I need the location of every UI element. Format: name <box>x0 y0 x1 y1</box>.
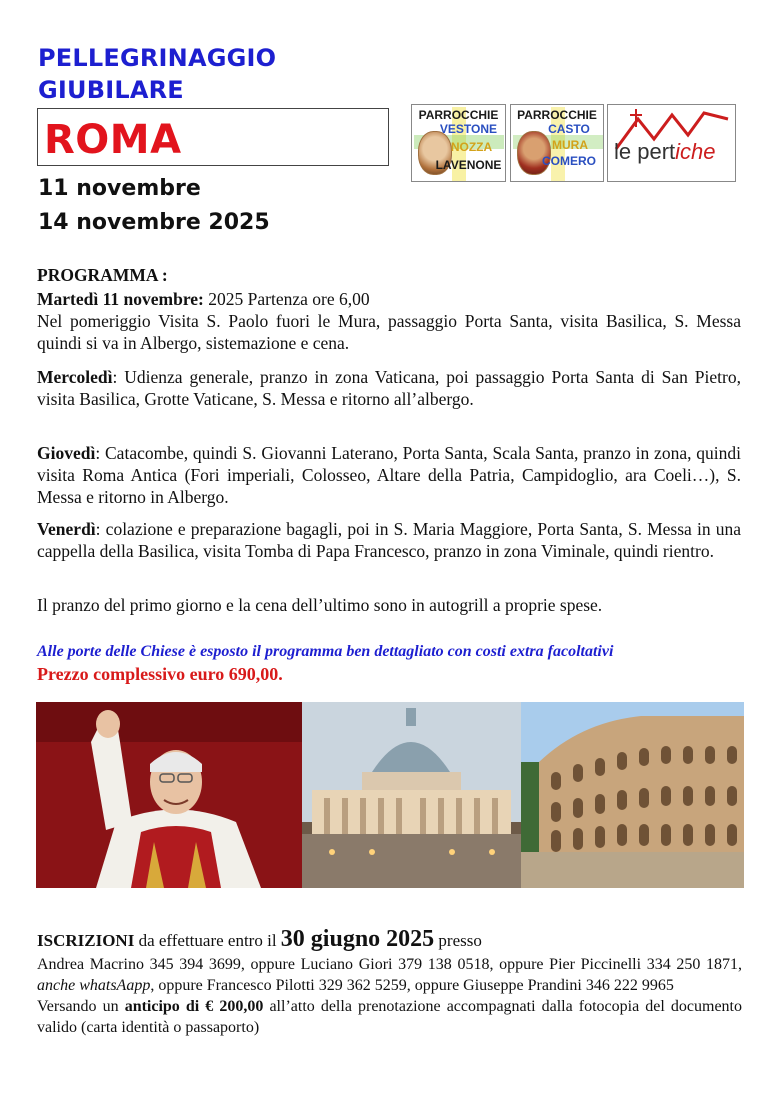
deposit-amount: anticipo di € 200,00 <box>124 998 264 1015</box>
city-box <box>37 108 389 166</box>
registration-contacts <box>37 954 742 1038</box>
logo2-line4: COMERO <box>542 154 596 168</box>
parish-logo-casto <box>510 104 604 182</box>
registration-label: ISCRIZIONI <box>37 931 135 950</box>
tuesday-departure: 2025 Partenza ore 6,00 <box>203 289 370 309</box>
deposit-part-b: all’atto della prenotazione accompagnati dalla fotocopia del documento valido (carta identità o passaporto) <box>37 998 742 1036</box>
price-line: Prezzo complessivo euro 690,00. <box>37 664 283 684</box>
registration-text2: presso <box>434 931 482 950</box>
deposit-paragraph <box>37 996 742 1038</box>
programme-thursday <box>37 442 741 508</box>
title-line-1: PELLEGRINAGGIO <box>38 44 277 72</box>
thursday-details: : Catacombe, quindi S. Giovanni Laterano, Porta Santa, Scala Santa, pranzo in zona, quindi visita Roma Antica (Fori imperiali, Colosseo, Altare della Patria, Campidoglio, ara Coeli…), S. Messa e ritorno in Albergo. <box>37 443 741 507</box>
logo1-line1: PARROCCHIE <box>418 108 499 122</box>
programme-tuesday <box>37 288 741 354</box>
contacts-part-b: , oppure Francesco Pilotti 329 362 5259, oppure Giuseppe Prandini 346 222 9965 <box>150 977 674 994</box>
colosseum-photo <box>521 702 744 888</box>
thursday-label: Giovedì <box>37 443 96 463</box>
programme-friday <box>37 518 741 562</box>
st-peters-basilica-photo <box>302 702 521 888</box>
le-pertiche-wordmark <box>614 139 716 165</box>
friday-details: : colazione e preparazione bagagli, poi in S. Maria Maggiore, Porta Santa, S. Messa in una cappella della Basilica, visita Tomba di Papa Francesco, pranzo in zona Viminale, quindi rientro. <box>37 519 741 561</box>
pope-photo <box>36 702 302 888</box>
tuesday-line <box>37 288 741 310</box>
logo3-text-b: iche <box>675 139 716 164</box>
title-line-2: GIUBILARE <box>38 76 184 104</box>
meals-note: Il pranzo del primo giorno e la cena dell’ultimo sono in autogrill a proprie spese. <box>37 595 603 615</box>
registration-text1: da effettuare entro il <box>134 931 281 950</box>
programme-wednesday <box>37 366 741 410</box>
programme-heading: PROGRAMMA : <box>37 265 168 285</box>
logo2-line3: MURA <box>552 138 588 152</box>
info-line: Alle porte delle Chiese è esposto il programma ben dettagliato con costi extra facoltativi <box>37 643 614 660</box>
logo1-line3: NOZZA <box>450 140 493 154</box>
deposit-part-a: Versando un <box>37 998 125 1015</box>
christ-portrait-icon <box>517 131 551 175</box>
basilica-illustration <box>302 702 521 888</box>
colosseum-illustration <box>521 702 744 888</box>
registration-deadline: 30 giugno 2025 <box>280 926 435 952</box>
wednesday-details: : Udienza generale, pranzo in zona Vaticana, poi passaggio Porta Santa di San Pietro, visita Basilica, Grotte Vaticane, S. Messa e ritorno all’albergo. <box>37 367 741 409</box>
logo3-text-a: le pert <box>614 139 676 164</box>
contacts-part-a: Andrea Macrino 345 394 3699, oppure Luciano Giori 379 138 0518, oppure Pier Piccinelli 334 250 1871, <box>37 956 742 973</box>
date-start: 11 novembre <box>38 176 201 201</box>
wednesday-label: Mercoledì <box>37 367 113 387</box>
contacts-whatsapp-note: anche whatsAapp <box>37 977 151 994</box>
registration-heading <box>37 926 482 953</box>
logo2-line2: CASTO <box>548 122 590 136</box>
date-end: 14 novembre 2025 <box>38 210 270 235</box>
tuesday-details: Nel pomeriggio Visita S. Paolo fuori le Mura, passaggio Porta Santa, visita Basilica, S. Messa quindi si va in Albergo, sistemazione e cena. <box>37 311 741 353</box>
tuesday-label: Martedì 11 novembre: <box>37 289 204 309</box>
photo-strip <box>36 702 744 888</box>
contacts-paragraph <box>37 954 742 996</box>
logo2-line1: PARROCCHIE <box>517 108 597 122</box>
city-title: ROMA <box>44 117 182 163</box>
friday-label: Venerdì <box>37 519 96 539</box>
parish-logo-vestone <box>411 104 506 182</box>
logo1-line2: VESTONE <box>439 122 498 136</box>
le-pertiche-logo <box>607 104 736 182</box>
logo1-line4: LAVENONE <box>435 158 502 172</box>
pope-illustration <box>36 702 302 888</box>
